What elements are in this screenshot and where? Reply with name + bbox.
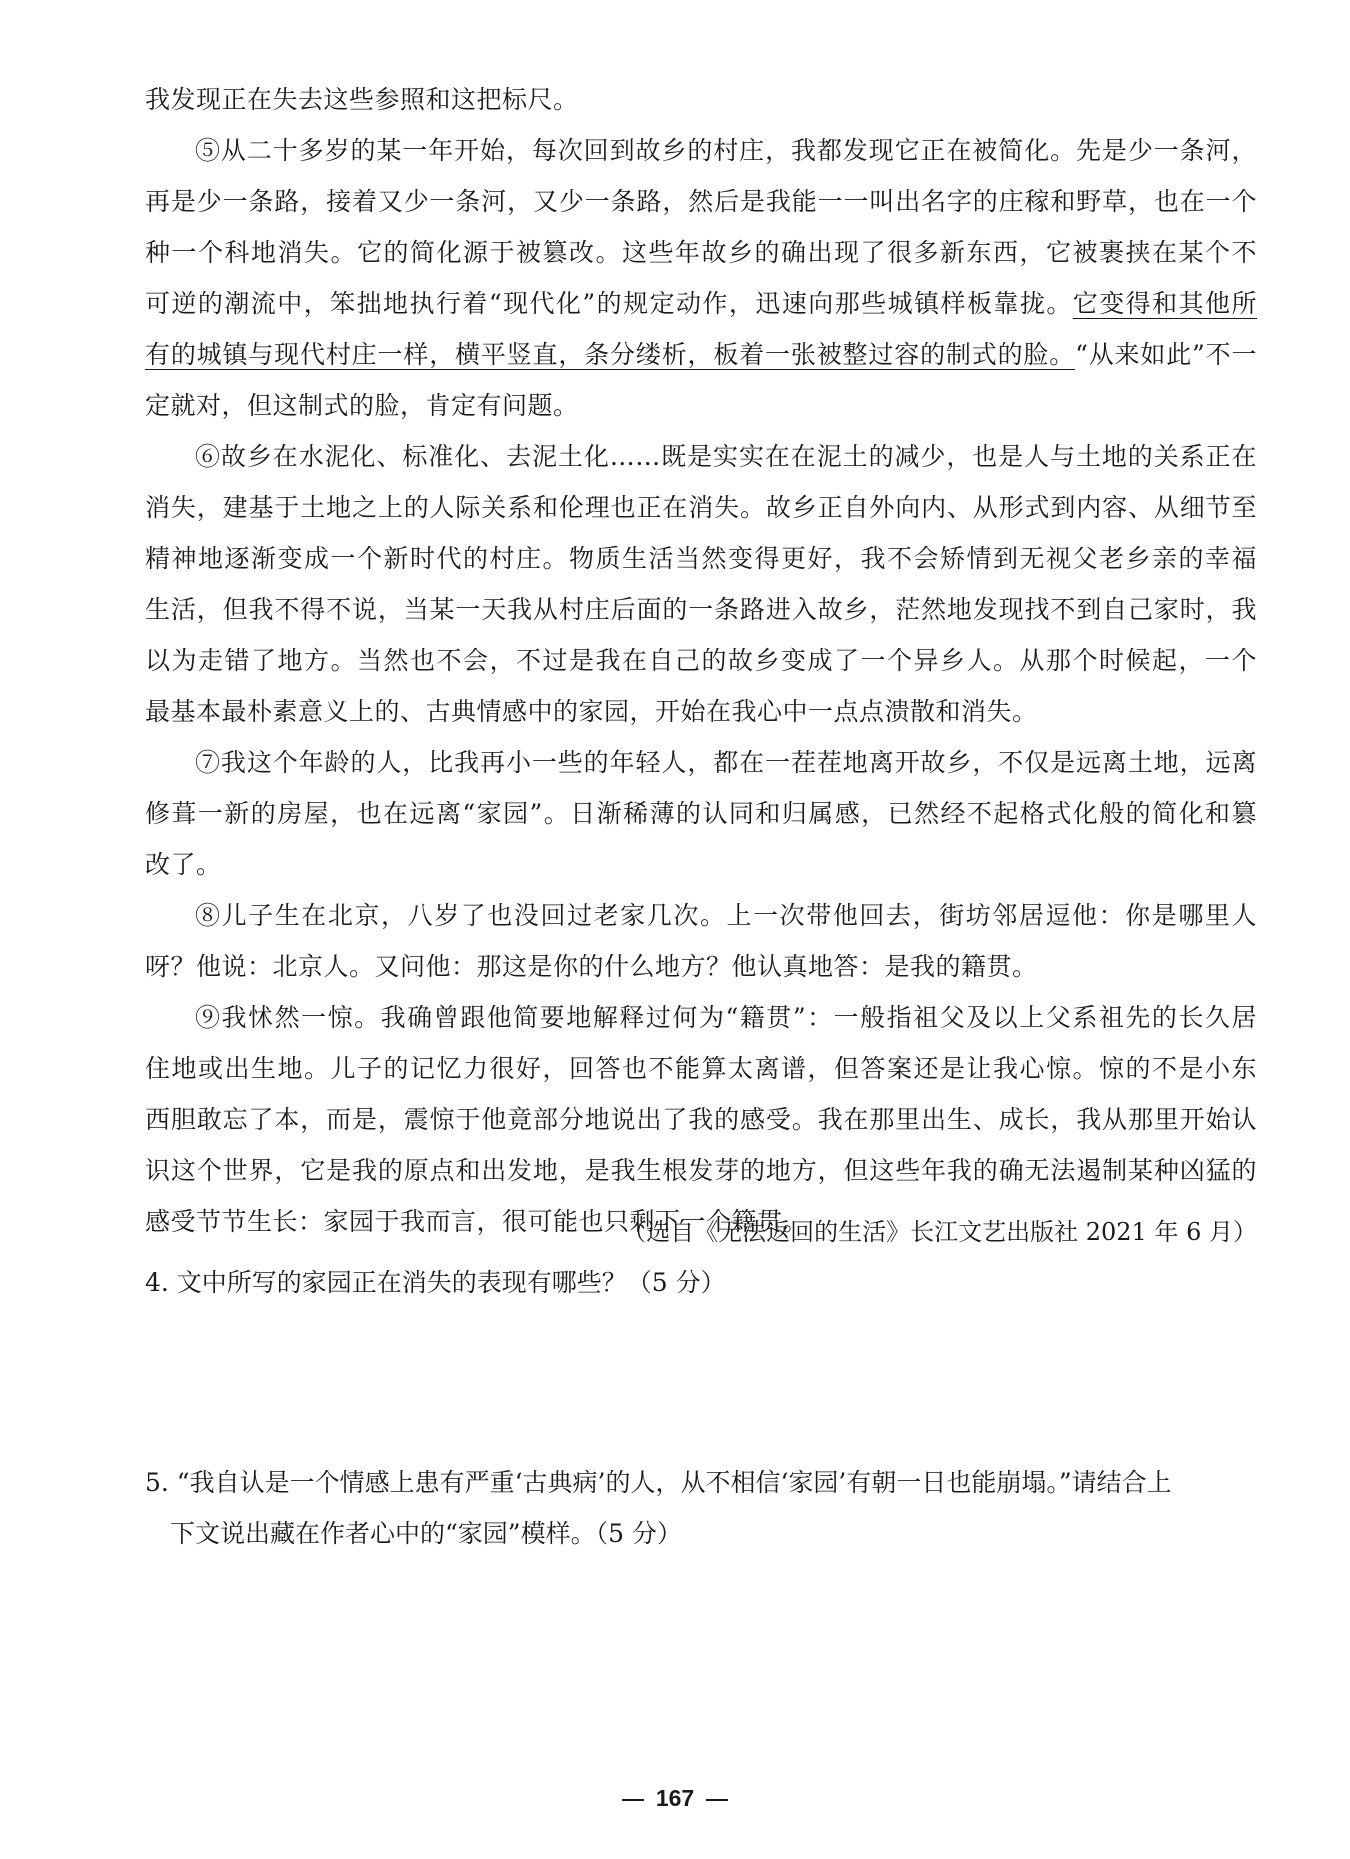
passage-line: 定就对，但这制式的脸，肯定有问题。	[145, 391, 579, 420]
passage-line: 修葺一新的房屋，也在远离“家园”。日渐稀薄的认同和归属感，已然经不起格式化般的简化和篡	[145, 799, 1257, 828]
underlined-sentence: 它变得和其他所	[1072, 289, 1257, 318]
passage-line: 西胆敢忘了本，而是，震惊于他竟部分地说出了我的感受。我在那里出生、成长，我从那里开始认	[145, 1105, 1257, 1134]
question-5-line: 下文说出藏在作者心中的“家园”模样。（5 分）	[170, 1519, 682, 1548]
passage-line: 识这个世界，它是我的原点和出发地，是我生根发芽的地方，但这些年我的确无法遏制某种凶猛的	[145, 1156, 1257, 1185]
passage-line: 生活，但我不得不说，当某一天我从村庄后面的一条路进入故乡，茫然地发现找不到自己家时，我	[145, 595, 1257, 624]
paragraph-8-line: ⑧儿子生在北京，八岁了也没回过老家几次。上一次带他回去，街坊邻居逗他：你是哪里人	[195, 901, 1257, 930]
right-dash	[706, 1799, 728, 1801]
passage-line: 最基本最朴素意义上的、古典情感中的家园，开始在我心中一点点溃散和消失。	[145, 697, 1038, 726]
paragraph-5-line: ⑤从二十多岁的某一年开始，每次回到故乡的村庄，我都发现它正在被简化。先是少一条河，	[195, 136, 1257, 165]
source-citation: （选自《无法返回的生活》长江文艺出版社 2021 年 6 月）	[622, 1218, 1257, 1246]
question-4: 4. 文中所写的家园正在消失的表现有哪些？（5 分）	[145, 1268, 726, 1297]
passage-line: 感受节节生长：家园于我而言，很可能也只剩下一个籍贯。	[145, 1207, 809, 1236]
underlined-sentence: 有的城镇与现代村庄一样，横平竖直，条分缕析，板着一张被整过容的制式的脸。	[145, 340, 1076, 369]
passage-line: 种一个科地消失。它的简化源于被篡改。这些年故乡的确出现了很多新东西，它被裹挟在某个不	[145, 238, 1257, 267]
paragraph-6-line: ⑥故乡在水泥化、标准化、去泥土化……既是实实在在泥土的减少，也是人与土地的关系正在	[195, 442, 1257, 471]
passage-line	[145, 330, 1257, 380]
passage-line: 以为走错了地方。当然也不会，不过是我在自己的故乡变成了一个异乡人。从那个时候起，一个	[145, 646, 1257, 675]
paragraph-9-line: ⑨我怵然一惊。我确曾跟他简要地解释过何为“籍贯”：一般指祖父及以上父系祖先的长久居	[195, 1003, 1257, 1032]
left-dash	[622, 1799, 644, 1801]
passage-line: 精神地逐渐变成一个新时代的村庄。物质生活当然变得更好，我不会矫情到无视父老乡亲的幸福	[145, 544, 1257, 573]
page-number-footer	[575, 1778, 775, 1818]
passage-line: 住地或出生地。儿子的记忆力很好，回答也不能算太离谱，但答案还是让我心惊。惊的不是小东	[145, 1054, 1257, 1083]
page-number: 167	[655, 1785, 695, 1811]
passage-line: 再是少一条路，接着又少一条河，又少一条路，然后是我能一一叫出名字的庄稼和野草，也在一个	[145, 187, 1257, 216]
passage-text: “从来如此”不一	[1075, 340, 1257, 369]
passage-line: 我发现正在失去这些参照和这把标尺。	[145, 85, 579, 114]
question-5-line: 5. “我自认是一个情感上患有严重‘古典病’的人，从不相信‘家园’有朝一日也能崩塌。”请结合上	[145, 1468, 1172, 1497]
passage-line: 改了。	[145, 850, 222, 879]
paragraph-7-line: ⑦我这个年龄的人，比我再小一些的年轻人，都在一茬茬地离开故乡，不仅是远离土地，远离	[195, 748, 1257, 777]
passage-line: 消失，建基于土地之上的人际关系和伦理也正在消失。故乡正自外向内、从形式到内容、从细节至	[145, 493, 1257, 522]
passage-line: 呀？他说：北京人。又问他：那这是你的什么地方？他认真地答：是我的籍贯。	[145, 952, 1038, 981]
passage-text: 可逆的潮流中，笨拙地执行着“现代化”的规定动作，迅速向那些城镇样板靠拢。	[145, 289, 1073, 318]
passage-line	[145, 279, 1257, 329]
